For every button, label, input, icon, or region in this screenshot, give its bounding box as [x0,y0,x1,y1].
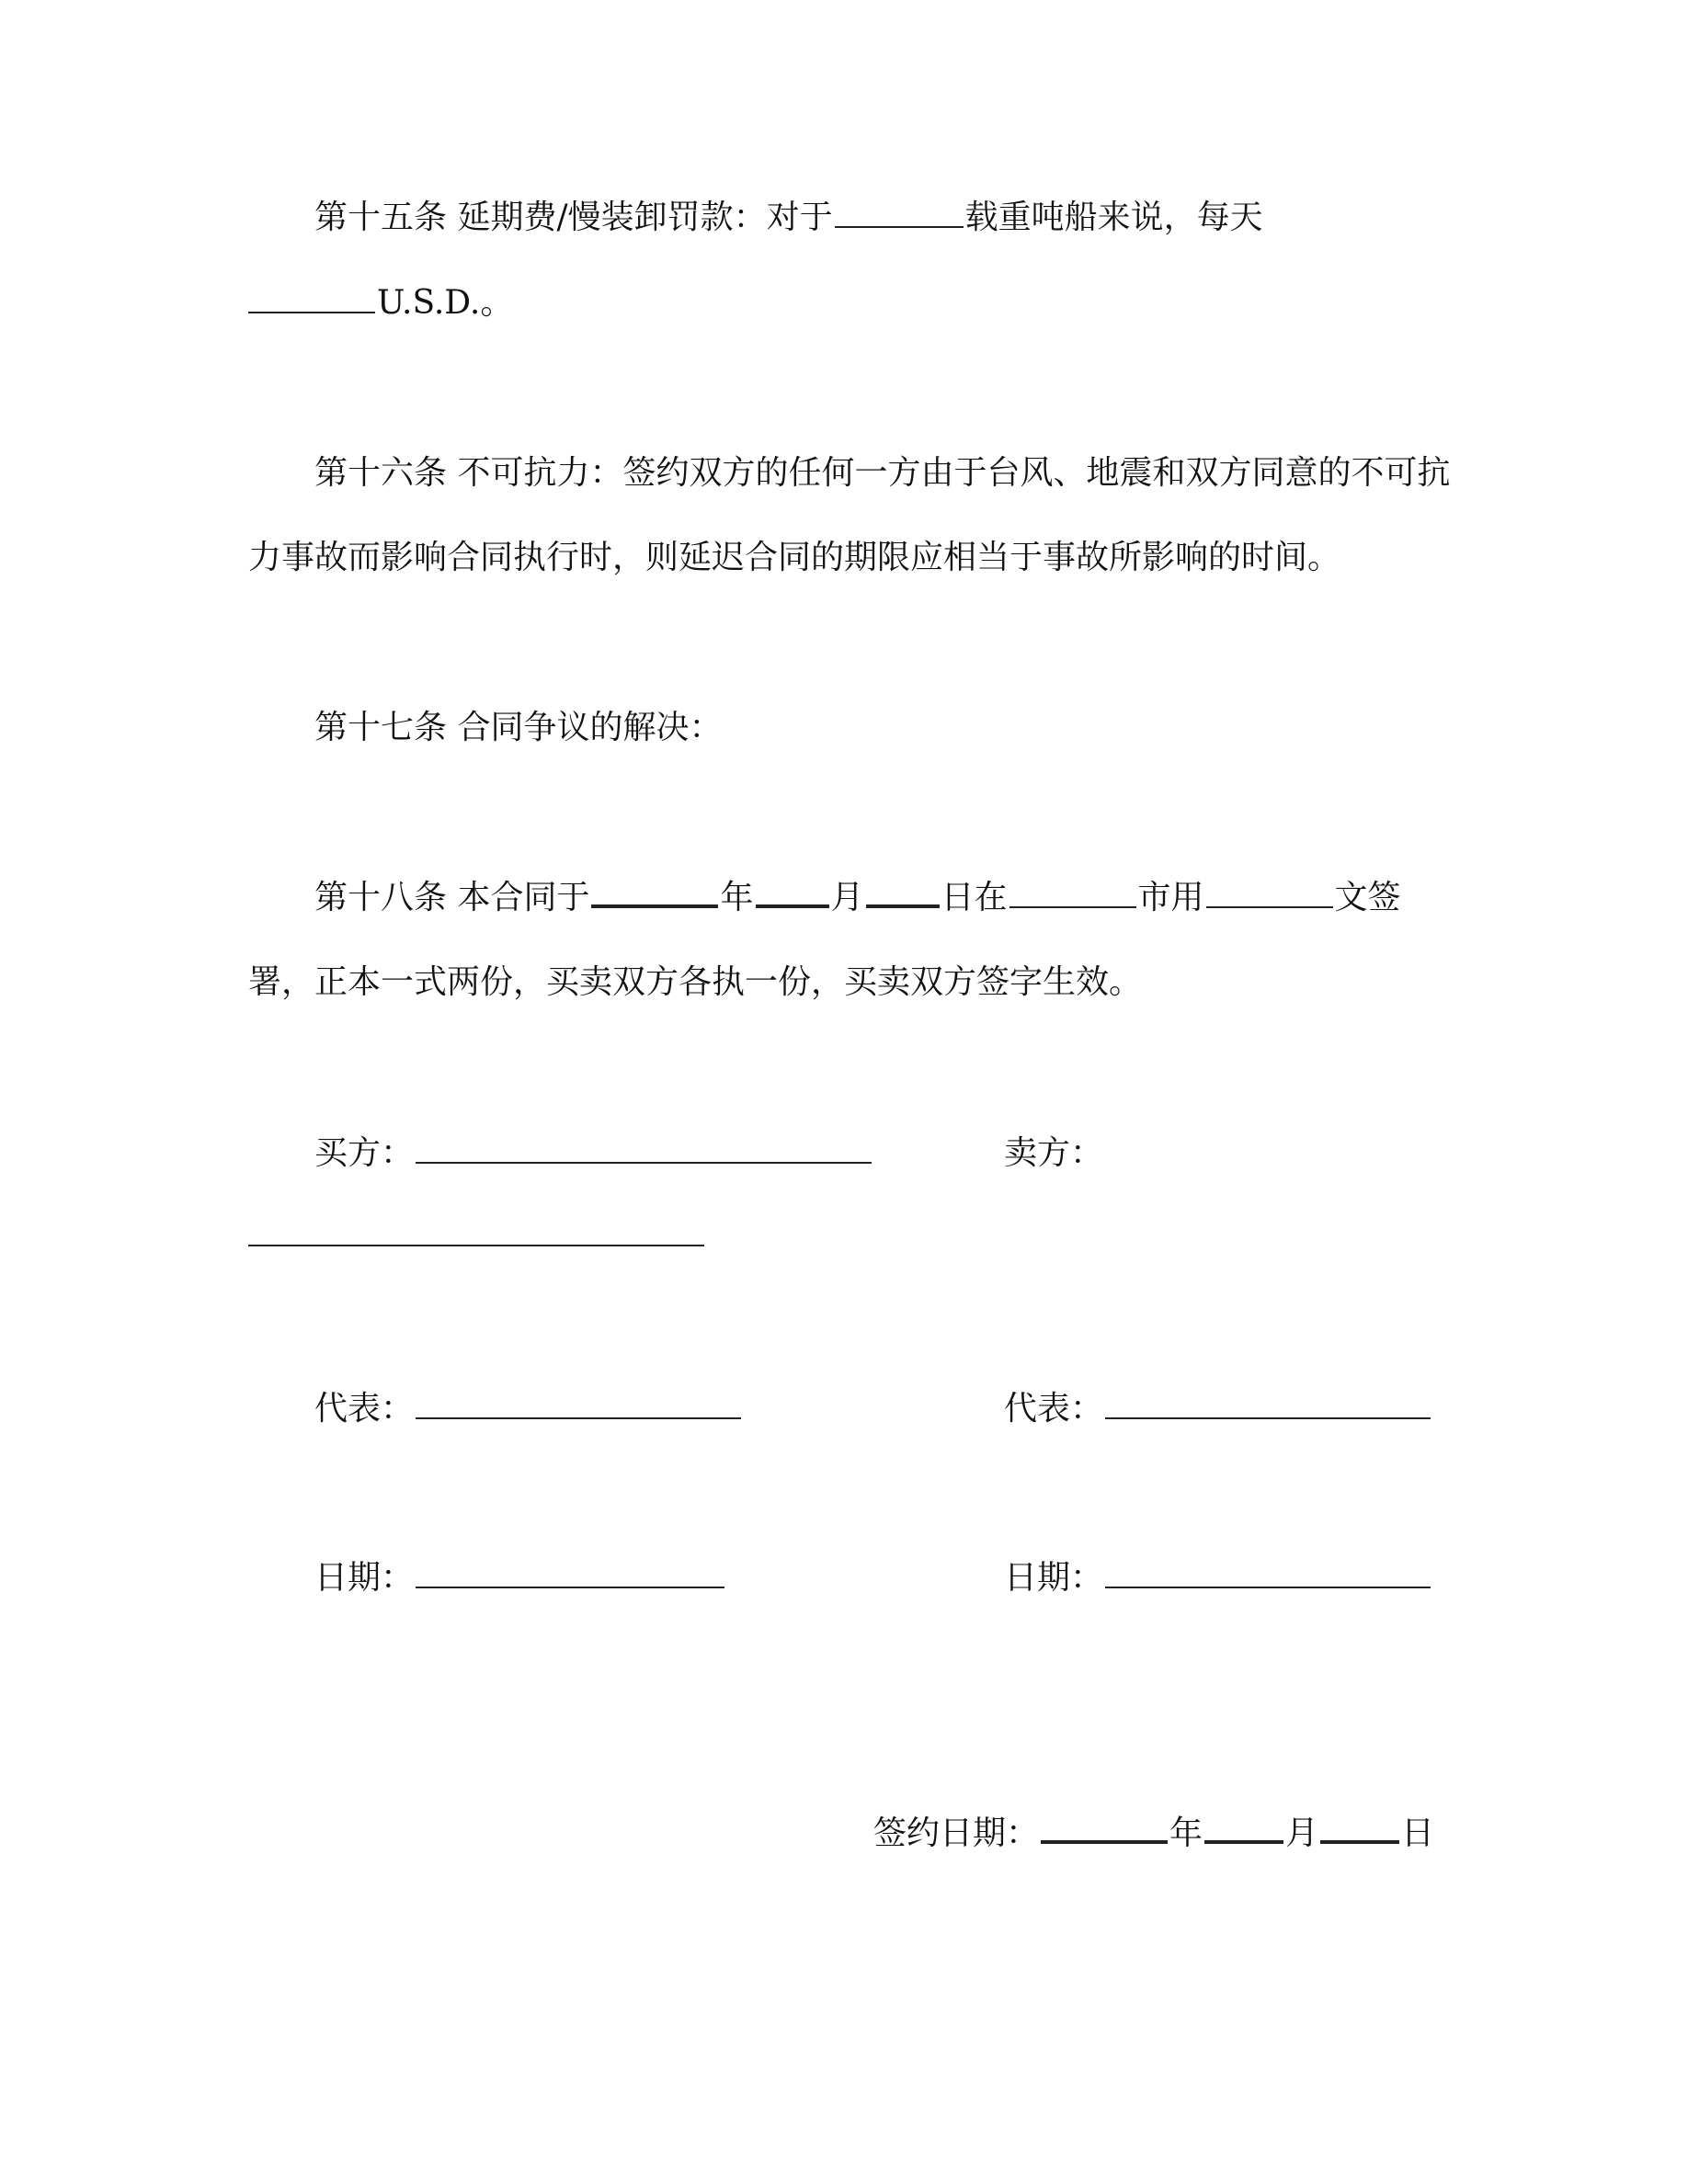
article-15-text-c: U.S.D.。 [377,284,514,322]
tonnage-blank[interactable] [835,199,964,228]
seller-rep-row [1004,1386,1432,1432]
seller-rep-field[interactable] [1105,1390,1431,1419]
article-15-line-1 [314,195,1510,241]
article-16-line-1 [314,450,1510,496]
contract-day-blank[interactable] [866,877,940,908]
article-18-line-1 [314,875,1510,921]
signing-date-row [873,1811,1434,1857]
article-16-line-2 [248,535,1443,581]
article-17-label: 第十七条 [314,709,448,746]
signing-month-blank[interactable] [1204,1813,1283,1844]
buyer-rep-label: 代表： [314,1390,415,1428]
language-blank[interactable] [1206,879,1333,908]
buyer-row [314,1131,873,1177]
article-18-label: 第十八条 [314,879,448,916]
seller-signature-row [248,1213,1443,1259]
seller-date-label: 日期： [1004,1559,1104,1597]
seller-row [1004,1131,1103,1177]
article-15-text-a: 对于 [766,199,833,236]
seller-date-field[interactable] [1105,1559,1431,1588]
buyer-date-field[interactable] [416,1559,724,1588]
seller-signature-field[interactable] [248,1217,704,1246]
article-18-day-at: 日在 [941,879,1008,916]
article-16-text-1: 不可抗力：签约双方的任何一方由于台风、地震和双方同意的不可抗 [457,454,1451,492]
article-15-line-2 [248,280,1443,326]
article-18-line-2 [248,960,1443,1006]
buyer-date-label: 日期： [314,1559,415,1597]
signing-year-blank[interactable] [1041,1813,1168,1844]
article-15-text-b: 载重吨船来说，每天 [964,199,1263,236]
article-15-label: 第十五条 [314,199,448,236]
signing-day-unit: 日 [1401,1814,1435,1852]
article-18-month: 月 [830,879,864,916]
signing-day-blank[interactable] [1320,1813,1399,1844]
buyer-label: 买方： [314,1134,415,1172]
contract-month-blank[interactable] [756,877,829,908]
article-17-title: 合同争议的解决： [457,709,723,746]
article-18-text-a: 本合同于 [457,879,590,916]
daily-rate-blank[interactable] [248,284,375,313]
buyer-rep-field[interactable] [416,1390,741,1419]
buyer-rep-row [314,1386,743,1432]
contract-year-blank[interactable] [591,877,718,908]
article-17-line [314,705,1510,751]
seller-rep-label: 代表： [1004,1390,1104,1428]
article-18-lang-sign: 文签 [1334,879,1401,916]
city-blank[interactable] [1009,879,1136,908]
seller-label: 卖方： [1004,1134,1104,1172]
seller-date-row [1004,1555,1432,1601]
article-18-city-use: 市用 [1137,879,1204,916]
buyer-date-row [314,1555,726,1601]
article-16-text-2: 力事故而影响合同执行时，则延迟合同的期限应相当于事故所影响的时间。 [248,539,1341,576]
buyer-signature-field[interactable] [416,1134,872,1164]
article-18-text-2: 署，正本一式两份，买卖双方各执一份，买卖双方签字生效。 [248,963,1143,1001]
article-16-label: 第十六条 [314,454,448,492]
article-18-year: 年 [720,879,754,916]
signing-year-unit: 年 [1169,1814,1203,1852]
signing-month-unit: 月 [1285,1814,1319,1852]
article-15-title: 延期费/慢装卸罚款： [457,199,767,236]
signing-date-label: 签约日期： [873,1814,1040,1852]
